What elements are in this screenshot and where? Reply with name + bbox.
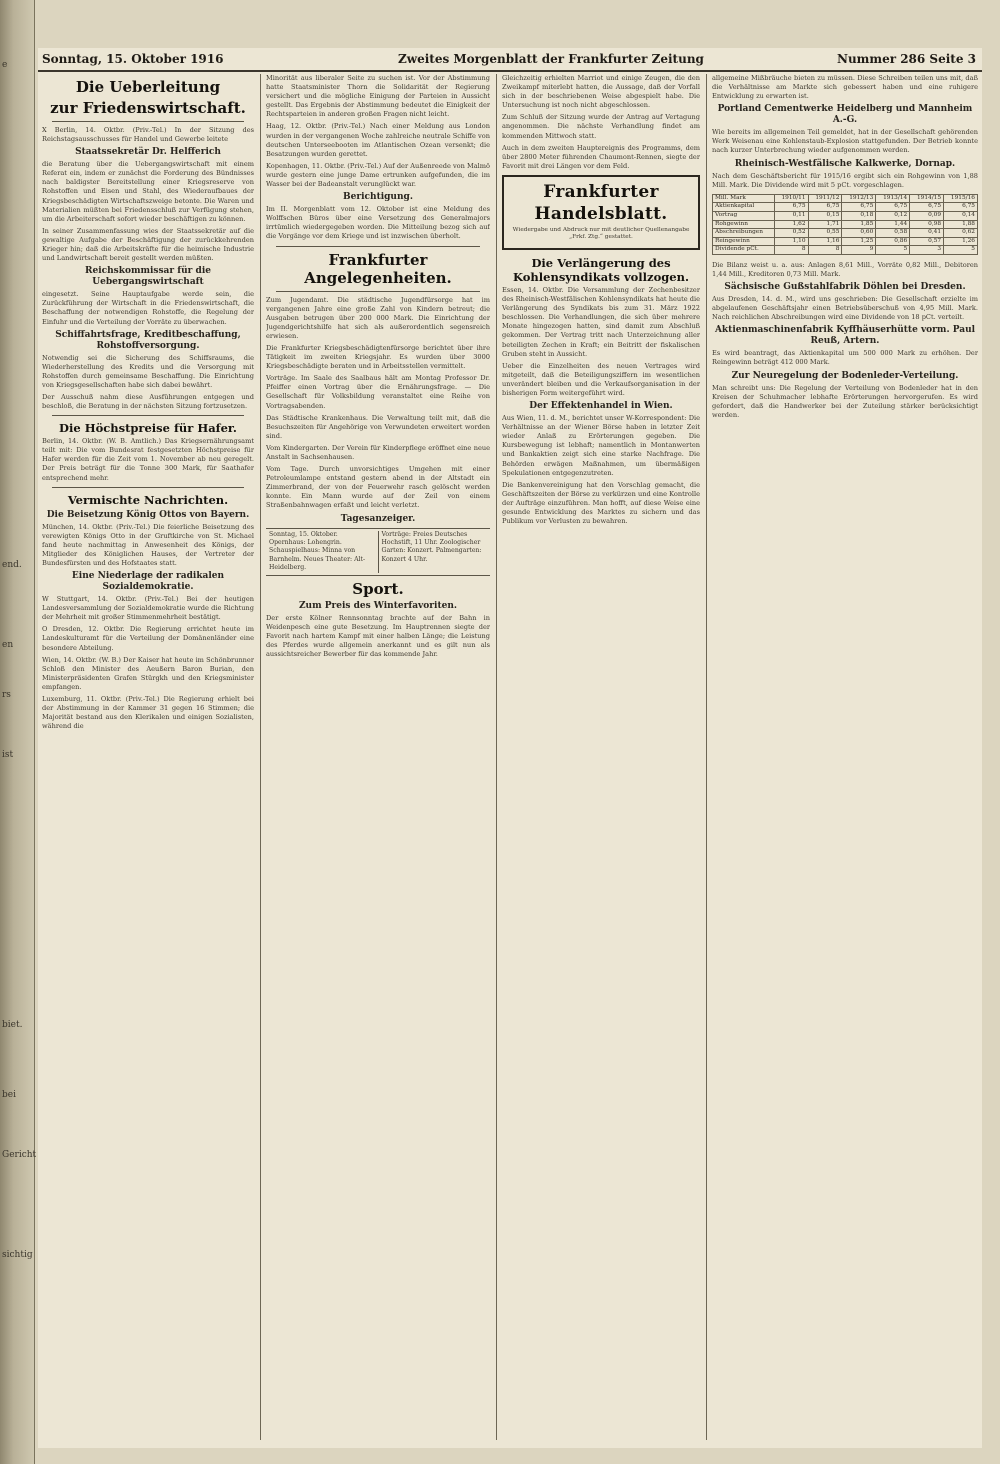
article-paragraph: Die Bilanz weist u. a. aus: Anlagen 8,61 Mill., Vorräte 0,82 Mill., Debitoren 1,44 Mill., Kreditoren 0,73 Mill. Mark.: [712, 260, 978, 278]
table-cell: 0,52: [774, 229, 808, 238]
article-paragraph: Das Städtische Krankenhaus. Die Verwaltung teilt mit, daß die Besuchszeiten für Angehörige von Verwundeten erweitert worden sind.: [266, 413, 490, 440]
financial-table: [712, 194, 978, 255]
table-cell: 0,58: [876, 229, 910, 238]
subheading-preis: Zum Preis des Winterfavoriten.: [298, 600, 458, 611]
headline-frankfurter-angelegenheiten: Frankfurter Angelegenheiten.: [304, 250, 452, 287]
article-paragraph: Aus Dresden, 14. d. M., wird uns geschrieben: Die Gesellschaft erzielte im abgelaufenen Geschäftsjahr einen Betriebsüberschuß von 4,95 Mill. Mark. Nach reichlichen Abschreibungen wird eine Dividende von 18 pCt. verteilt.: [712, 295, 978, 322]
table-cell: 0,11: [774, 211, 808, 220]
table-cell: 0,12: [876, 211, 910, 220]
article-paragraph: Vorträge. Im Saale des Saalbaus hält am Montag Professor Dr. Pfeiffer einen Vortrag über die Ernährungsfrage. — Die Gesellschaft für Volksbildung veranstaltet eine Reihe von Vortragsabenden.: [266, 374, 490, 410]
article-paragraph: eingesetzt. Seine Hauptaufgabe werde sein, die Zurückführung der Wirtschaft in die Friedenswirtschaft, die Beschaffung der notwendigen Rohstoffe, die Regelung der Einfuhr und die Verteilung der Vorräte zu überwachen.: [42, 290, 254, 326]
divider: [52, 121, 244, 122]
edge-mark: sichtig: [2, 1250, 33, 1260]
article-paragraph: Gleichzeitig erhielten Marriot und einige Zeugen, die den Zweikampf miterlebt hatten, die Aussage, daß der Vorfall sich in der beschriebenen Weise abgespielt habe. Die Untersuchung ist noch nicht abgeschlossen.: [502, 74, 700, 110]
article-paragraph: Wien, 14. Oktbr. (W. B.) Der Kaiser hat heute im Schönbrunner Schloß den Minister des Aeußern Baron Burian, den Ministerpräsidenten Grafen Stürgkh und den Kriegsminister empfangen.: [42, 655, 254, 691]
subheading-kalkwerke: Rheinisch-Westfälische Kalkwerke, Dornap.: [734, 158, 956, 169]
subheading-gussstahl: Sächsische Gußstahlfabrik Döhlen bei Dresden.: [724, 282, 966, 293]
table-cell: Rohgewinn: [713, 220, 775, 229]
table-cell: 1,88: [944, 220, 978, 229]
table-cell: 1,44: [876, 220, 910, 229]
column-2: [266, 74, 490, 1440]
edge-mark: rs: [2, 690, 11, 700]
table-cell: 6,75: [774, 203, 808, 212]
subheading-otto: Die Beisetzung König Ottos von Bayern.: [46, 509, 250, 520]
table-cell: 6,75: [910, 203, 944, 212]
table-cell: 6,75: [944, 203, 978, 212]
page-binding-edge: [0, 0, 35, 1464]
column-rule: [706, 74, 707, 1440]
headline-handelsblatt: Frankfurter Handelsblatt.: [534, 181, 668, 224]
table-cell: 8: [808, 246, 842, 255]
table-header: 1912/13: [842, 194, 876, 203]
table-cell: 0,18: [842, 211, 876, 220]
table-cell: 1,26: [944, 237, 978, 246]
article-paragraph: Zum Schluß der Sitzung wurde der Antrag auf Vertagung angenommen. Die nächste Verhandlung findet am kommenden Mittwoch statt.: [502, 113, 700, 140]
divider: [276, 246, 480, 247]
article-paragraph: allgemeine Mißbräuche bieten zu müssen. Diese Schreiben teilen uns mit, daß die Verhältnisse am Markte sich gebessert haben und eine ruhigere Entwicklung zu erwarten ist.: [712, 74, 978, 101]
edge-mark: Gericht: [2, 1150, 37, 1160]
headline-hafer: Die Höchstpreise für Hafer.: [59, 421, 237, 436]
handelsblatt-notice: Wiedergabe und Abdruck nur mit deutlicher Quellenangabe „Frkf. Ztg.“ gestattet.: [512, 226, 690, 241]
table-header: 1914/15: [910, 194, 944, 203]
table-header: 1911/12: [808, 194, 842, 203]
article-paragraph: W Stuttgart, 14. Oktbr. (Priv.-Tel.) Bei der heutigen Landesversammlung der Sozialdemokratie wurde die Richtung der Mehrheit mit großer Stimmenmehrheit bestätigt.: [42, 595, 254, 622]
headline-vermischte: Vermischte Nachrichten.: [67, 492, 229, 507]
table-cell: 8: [774, 246, 808, 255]
subheading-bodenleder: Zur Neuregelung der Bodenleder-Verteilung.: [731, 370, 959, 381]
notice-events: Vorträge: Freies Deutsches Hochstift, 11 Uhr. Zoologischer Garten: Konzert. Palmengarten: Konzert 4 Uhr.: [378, 531, 491, 573]
table-cell: 3: [910, 246, 944, 255]
masthead-number-page: Nummer 286 Seite 3: [836, 52, 976, 66]
article-paragraph: Minorität aus liberaler Seite zu suchen ist. Vor der Abstimmung hatte Staatsminister Thorn die Solidarität der Regierung versichert und die mögliche Einigung der Parteien in Aussicht gestellt. Das Ergebnis der Abstimmung bedeutet die Einigkeit der Rechtsparteien in anderen großen Fragen nicht leicht.: [266, 74, 490, 119]
article-paragraph: Die Frankfurter Kriegsbeschädigtenfürsorge berichtet über ihre Tätigkeit im zweiten Kriegsjahr. Es wurden über 3000 Kriegsbeschädigte beraten und in Arbeitsstellen vermittelt.: [266, 343, 490, 371]
table-cell: 0,86: [876, 237, 910, 246]
column-rule: [260, 74, 261, 1440]
table-row: [713, 246, 978, 255]
subheading-portland: Portland Cementwerke Heidelberg und Mannheim A.-G.: [717, 104, 973, 126]
masthead-date: Sonntag, 15. Oktober 1916: [42, 52, 224, 66]
article-paragraph: In seiner Zusammenfassung wies der Staatssekretär auf die gewaltige Aufgabe der Beschäftigung der zurückkehrenden Krieger hin; daß die Arbeitskräfte für die heimische Industrie und Landwirtschaft bereit gestellt werden müßten.: [42, 226, 254, 263]
article-paragraph: Notwendig sei die Sicherung des Schiffsraums, die Wiederherstellung des Kredits und die Versorgung mit Rohstoffen durch gemeinsame Beschaffung. Die Einrichtung von Kriegsgesellschaften habe sich dabei bewährt.: [42, 353, 254, 389]
article-paragraph: Berlin, 14. Oktbr. (W. B. Amtlich.) Das Kriegsernährungsamt teilt mit: Die vom Bundesrat festgesetzten Höchstpreise für Hafer werden für die Zeit vom 1. November ab neu geregelt. Der Preis beträgt für die Tonne 300 Mark, für Saathafer entsprechend mehr.: [42, 437, 254, 482]
table-cell: 6,75: [842, 203, 876, 212]
article-paragraph: Zum Jugendamt. Die städtische Jugendfürsorge hat im vergangenen Jahre eine große Zahl von Kindern betreut; die Ausgaben betrugen über 200 000 Mark. Die Einrichtung der Jugendgerichtshilfe hat sich als außerordentlich segensreich erwiesen.: [266, 295, 490, 340]
table-cell: Abschreibungen: [713, 229, 775, 238]
table-row: [713, 203, 978, 212]
table-cell: 0,62: [944, 229, 978, 238]
article-paragraph: Essen, 14. Oktbr. Die Versammlung der Zechenbesitzer des Rheinisch-Westfälischen Kohlensyndikats hat heute die Verlängerung des Syndikats bis zum 31. März 1922 beschlossen. Die Verhandlungen, die sich über mehrere Monate hingezogen hatten, sind damit zum Abschluß gekommen. Der Vertrag tritt nach Unterzeichnung aller beteiligten Zechen in Kraft; ein Beitritt der fiskalischen Gruben steht in Aussicht.: [502, 285, 700, 358]
divider: [52, 487, 244, 488]
table-cell: 0,60: [842, 229, 876, 238]
article-paragraph: Ueber die Einzelheiten des neuen Vertrages wird mitgeteilt, daß die Beteiligungsziffern im wesentlichen unverändert bleiben und die Verkaufsorganisation in der bisherigen Form weitergeführt wird.: [502, 361, 700, 397]
subheading-speaker: Staatssekretär Dr. Helfferich: [75, 147, 221, 158]
table-cell: Aktienkapital: [713, 203, 775, 212]
subheading: Reichskommissar für die Uebergangswirtschaft: [85, 266, 211, 288]
table-cell: 1,10: [774, 237, 808, 246]
table-cell: 0,57: [910, 237, 944, 246]
table-header: 1910/11: [774, 194, 808, 203]
article-paragraph: Wie bereits im allgemeinen Teil gemeldet, hat in der Gesellschaft gehörenden Werk Weisenau eine Kohlenstaub-Explosion stattgefunden. Der Betrieb konnte nach kurzer Unterbrechung wieder aufgenommen werden.: [712, 128, 978, 155]
article-paragraph: München, 14. Oktbr. (Priv.-Tel.) Die feierliche Beisetzung des verewigten Königs Otto in der Gruftkirche von St. Michael fand heute nachmittag in Anwesenheit des Königs, der Mitglieder des Königlichen Hauses, der Vertreter der Bundesfürsten und des Hofstaates statt.: [42, 522, 254, 567]
article-paragraph: Vom Tage. Durch unvorsichtiges Umgehen mit einer Petroleumlampe entstand gestern abend in der Altstadt ein Zimmerbrand, der von der Feuerwehr rasch gelöscht werden konnte. Ein Mann wurde auf der Zeil von einem Straßenbahnwagen erfaßt und leicht verletzt.: [266, 465, 490, 510]
column-rule: [496, 74, 497, 1440]
table-cell: 6,75: [876, 203, 910, 212]
column-1: [42, 74, 254, 1440]
table-header: 1913/14: [876, 194, 910, 203]
subheading-niederlage: Eine Niederlage der radikalen Sozialdemokratie.: [71, 571, 225, 593]
table-cell: 0,15: [808, 211, 842, 220]
subheading-berichtigung: Berichtigung.: [343, 192, 413, 203]
table-cell: Vortrag: [713, 211, 775, 220]
article-paragraph: Vom Kindergarten. Der Verein für Kinderpflege eröffnet eine neue Anstalt in Sachsenhausen.: [266, 443, 490, 461]
article-paragraph: Auch in dem zweiten Hauptereignis des Programms, dem über 2800 Meter führenden Chaumont-Rennen, siegte der Favorit mit drei Längen vor dem Feld.: [502, 143, 700, 170]
table-cell: 0,55: [808, 229, 842, 238]
column-3: [502, 74, 700, 1440]
subheading-kyffhaeuser: Aktienmaschinenfabrik Kyffhäuserhütte vorm. Paul Reuß, Artern.: [714, 325, 976, 347]
article-paragraph: Haag, 12. Oktbr. (Priv.-Tel.) Nach einer Meldung aus London wurden in der vergangenen Woche zahlreiche neutrale Schiffe von deutschen Unterseebooten im Atlantischen Ozean versenkt; die Besatzungen wurden gerettet.: [266, 122, 490, 158]
article-paragraph: Luxemburg, 11. Oktbr. (Priv.-Tel.) Die Regierung erhielt bei der Abstimmung in der Kammer 31 gegen 16 Stimmen; die Majorität bestand aus den Klerikalen und einigen Sozialisten, während die: [42, 695, 254, 731]
article-paragraph: Im II. Morgenblatt vom 12. Oktober ist eine Meldung des Wolffschen Büros über eine Versetzung des Generalmajors irrtümlich wiedergegeben worden. Die Mitteilung bezog sich auf die Vorgänge vor dem Kriege und ist inzwischen überholt.: [266, 205, 490, 241]
table-cell: 1,85: [842, 220, 876, 229]
handelsblatt-header-box: [502, 175, 700, 250]
masthead: [38, 48, 982, 72]
table-cell: 1,16: [808, 237, 842, 246]
table-cell: 5: [876, 246, 910, 255]
article-paragraph: Der erste Kölner Rennsonntag brachte auf der Bahn in Weidenpesch eine gute Besetzung. Im Hauptrennen siegte der Favorit nach hartem Kampf mit einer halben Länge; die Leistung des Pferdes wurde allgemein anerkannt und es gilt nun als aussichtsreicher Bewerber für das kommende Jahr.: [266, 613, 490, 658]
subheading: Schiffahrtsfrage, Kreditbeschaffung, Rohstoffversorgung.: [55, 329, 241, 351]
edge-mark: bei: [2, 1090, 16, 1100]
table-cell: 0,98: [910, 220, 944, 229]
edge-mark: ist: [2, 750, 14, 760]
divider: [52, 415, 244, 416]
article-paragraph: Aus Wien, 11. d. M., berichtet unser W-Korrespondent: Die Verhältnisse an der Wiener Börse haben in letzter Zeit wieder Anlaß zu Erörterungen gegeben. Die Kursbewegung ist lebhaft; namentlich in Montanwerten und Bankaktien zeigt sich eine starke Nachfrage. Die Behörden erwägen Maßnahmen, um übermäßigen Spekulationen entgegenzutreten.: [502, 414, 700, 477]
article-paragraph: Man schreibt uns: Die Regelung der Verteilung von Bodenleder hat in den Kreisen der Schuhmacher lebhafte Erörterungen hervorgerufen. Es wird gefordert, daß die Handwerker bei der Zuteilung stärker berücksichtigt werden.: [712, 383, 978, 419]
headline-ueberleitung: Die Ueberleitung: [75, 78, 221, 96]
article-paragraph: Der Ausschuß nahm diese Ausführungen entgegen und beschloß, die Beratung in der nächsten Sitzung fortzusetzen.: [42, 392, 254, 411]
table-cell: 5: [944, 246, 978, 255]
subheading-tagesanzeiger: Tagesanzeiger.: [340, 513, 416, 524]
article-paragraph: X Berlin, 14. Oktbr. (Priv.-Tel.) In der Sitzung des Reichstagsausschusses für Handel und Gewerbe leitete: [42, 126, 254, 144]
article-paragraph: Es wird beantragt, das Aktienkapital um 500 000 Mark zu erhöhen. Der Reingewinn beträgt 412 000 Mark.: [712, 349, 978, 367]
table-row: [713, 237, 978, 246]
edge-mark: end.: [2, 560, 22, 570]
table-cell: Reingewinn: [713, 237, 775, 246]
edge-mark: en: [2, 640, 14, 650]
article-paragraph: Nach dem Geschäftsbericht für 1915/16 ergibt sich ein Rohgewinn von 1,88 Mill. Mark. Die Dividende wird mit 5 pCt. vorgeschlagen.: [712, 171, 978, 189]
table-header: 1915/16: [944, 194, 978, 203]
table-cell: 9: [842, 246, 876, 255]
article-paragraph: O Dresden, 12. Oktbr. Die Regierung errichtet heute im Landeskulturamt für die Verteilung der Domänenländer eine besondere Abteilung.: [42, 625, 254, 652]
divider: [276, 291, 480, 292]
table-cell: 1,62: [774, 220, 808, 229]
tagesanzeiger-box: [266, 528, 490, 576]
article-paragraph: Kopenhagen, 11. Oktbr. (Priv.-Tel.) Auf der Außenreede von Malmö wurde gestern eine junge Dame ertrunken aufgefunden, die im Wasser bei der Badeanstalt verunglückt war.: [266, 161, 490, 189]
table-header-row: [713, 194, 978, 203]
subheading-effektenhandel: Der Effektenhandel in Wien.: [529, 401, 673, 412]
table-cell: Dividende pCt.: [713, 246, 775, 255]
table-cell: 0,09: [910, 211, 944, 220]
table-header: Mill. Mark: [713, 194, 775, 203]
table-row: [713, 220, 978, 229]
table-row: [713, 229, 978, 238]
article-paragraph: Die Bankenvereinigung hat den Vorschlag gemacht, die Geschäftszeiten der Börse zu verkürzen und eine Kontrolle der Aufträge einzuführen. Man hofft, auf diese Weise eine gesunde Entwicklung des Marktes zu sichern und das Publikum vor Verlusten zu bewahren.: [502, 480, 700, 526]
headline-sport: Sport.: [352, 579, 404, 598]
notice-theater: Sonntag, 15. Oktober. Opernhaus: Lohengrin. Schauspielhaus: Minna von Barnhelm. Neues Theater: Alt-Heidelberg.: [269, 530, 366, 572]
edge-mark: e: [2, 60, 8, 70]
table-cell: 1,25: [842, 237, 876, 246]
article-paragraph: die Beratung über die Uebergangswirtschaft mit einem Referat ein, indem er zunächst die Forderung des Bündnisses nach baldigster Bereitstellung einer Kriegsreserve von Rohstoffen und Eisen und Stahl, des Wiederaufbaues der Kriegsbeschädigten Wirtschaftszweige betonte. Die Waren und Materialien müßten bei Friedensschluß zur Verfügung stehen, um die Arbeiterschaft sofort wieder beschäftigen zu können.: [42, 160, 254, 223]
table-cell: 1,71: [808, 220, 842, 229]
edge-mark: biet.: [2, 1020, 23, 1030]
table-row: [713, 211, 978, 220]
newspaper-page: [38, 48, 982, 1448]
headline-kohlensyndikat: Die Verlängerung des Kohlensyndikats vollzogen.: [513, 255, 689, 284]
table-cell: 0,14: [944, 211, 978, 220]
masthead-title: Zweites Morgenblatt der Frankfurter Zeitung: [398, 52, 704, 66]
headline-friedenswirtschaft: zur Friedenswirtschaft.: [50, 99, 246, 117]
column-4: [712, 74, 978, 1440]
table-cell: 0,41: [910, 229, 944, 238]
table-cell: 6,75: [808, 203, 842, 212]
